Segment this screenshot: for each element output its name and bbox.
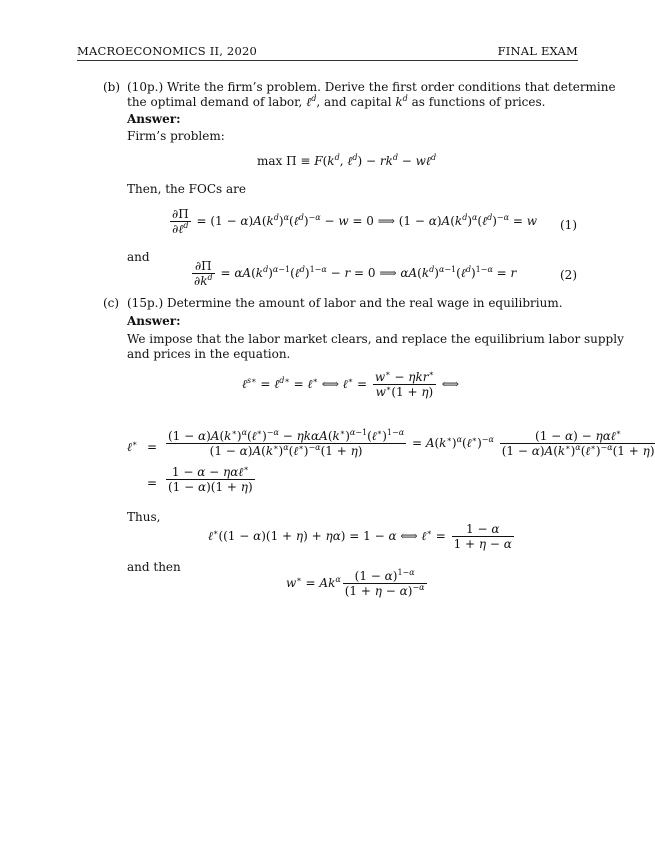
part-b-question-line1: (10p.) Write the firm’s problem. Derive the first order conditions that determine bbox=[127, 80, 616, 94]
equals-sign-2: = bbox=[147, 476, 158, 490]
page-header bbox=[77, 44, 578, 60]
equation-1-number: (1) bbox=[560, 218, 577, 232]
wage-solution-equation: $w^∗ = Ak^\alpha$ $\frac{(1 - \alpha)^{1-\alpha}}{(1 + \eta - \alpha)^{-\alpha}}$ bbox=[286, 568, 425, 598]
part-b-answer-label: Answer: bbox=[127, 112, 181, 126]
impose-text-line2: and prices in the equation. bbox=[127, 347, 291, 361]
header-rule bbox=[77, 60, 578, 61]
labor-derivation-line1: $\frac{(1 - \alpha)A(k^∗)^\alpha(\ell^∗)^{-\alpha} - \eta k\alpha A(k^∗)^{\alpha-1}(\ell^∗)^{1-\alpha}}{(1 - \alpha)A(k^∗)^\alpha(\ell^∗)^{-\alpha}(1 + \eta)}$ = $A(k^∗)^\alpha(\ell^∗)^{-\alpha}$ $\frac{(1 - \alpha) - \eta\alpha\ell^∗}{(1 - \alpha)A(k^∗)^\alpha(\ell^∗)^{-\alpha}(1 + \eta)}$ bbox=[168, 428, 655, 458]
equals-sign-1: = bbox=[147, 440, 158, 454]
and-then-label: and then bbox=[127, 560, 181, 574]
market-clearing-equation: ℓ$^{s∗}$ = ℓ$^{d∗}$ = ℓ∗ ⟺ ℓ∗ = $\frac{w^∗ - \eta kr^∗}{w^∗(1 + \eta)}$ ⟺ bbox=[242, 369, 459, 399]
foc-labor-equation: $\frac{\partial\Pi}{\partial\ell^d}$ = $(1 - \alpha)A(k^d)^\alpha(\ell^d)^{-\alpha} - w = 0$ ⟹ $(1 - \alpha)A(k^d)^\alpha(\ell^d)^{-\alpha} = w$ bbox=[172, 207, 537, 236]
course-title: MACROECONOMICS II, 2020 bbox=[77, 44, 257, 58]
focs-intro: Then, the FOCs are bbox=[127, 182, 246, 196]
part-b-question-line2: the optimal demand of labor, ℓ$^d$, and capital $k^d$ as functions of prices. bbox=[127, 94, 546, 109]
labor-derivation-line2: $\frac{1 - \alpha - \eta\alpha\ell^∗}{(1 - \alpha)(1 + \eta)}$ bbox=[168, 464, 253, 494]
exam-title: FINAL EXAM bbox=[497, 44, 578, 58]
equation-2-number: (2) bbox=[560, 268, 577, 282]
firm-problem-equation: $\max \Pi \equiv F(k^d$, ℓ$^d$) − $rk^d$ − wℓ$^d$ bbox=[257, 153, 437, 168]
part-c-question: (15p.) Determine the amount of labor and the real wage in equilibrium. bbox=[127, 296, 563, 310]
part-c-label: (c) bbox=[103, 296, 120, 310]
foc-capital-equation: $\frac{\partial\Pi}{\partial k^d}$ = $\alpha A(k^d)^{\alpha-1}(\ell^d)^{1-\alpha} - r = 0$ ⟹ $\alpha A(k^d)^{\alpha-1}(\ell^d)^{1-\alpha} = r$ bbox=[194, 259, 517, 288]
ell-star-symbol: ℓ∗ bbox=[127, 439, 138, 454]
part-b-label: (b) bbox=[103, 80, 121, 94]
labor-solution-equation: ℓ∗((1 − α)(1 + η) + ηα) = 1 − α ⟺ ℓ∗ = $\frac{1 - \alpha}{1 + \eta - \alpha}$ bbox=[208, 522, 512, 551]
and-label: and bbox=[127, 250, 150, 264]
thus-label: Thus, bbox=[127, 510, 161, 524]
part-c-answer-label: Answer: bbox=[127, 314, 181, 328]
firms-problem-label: Firm’s problem: bbox=[127, 129, 225, 143]
impose-text-line1: We impose that the labor market clears, and replace the equilibrium labor supply bbox=[127, 332, 624, 346]
